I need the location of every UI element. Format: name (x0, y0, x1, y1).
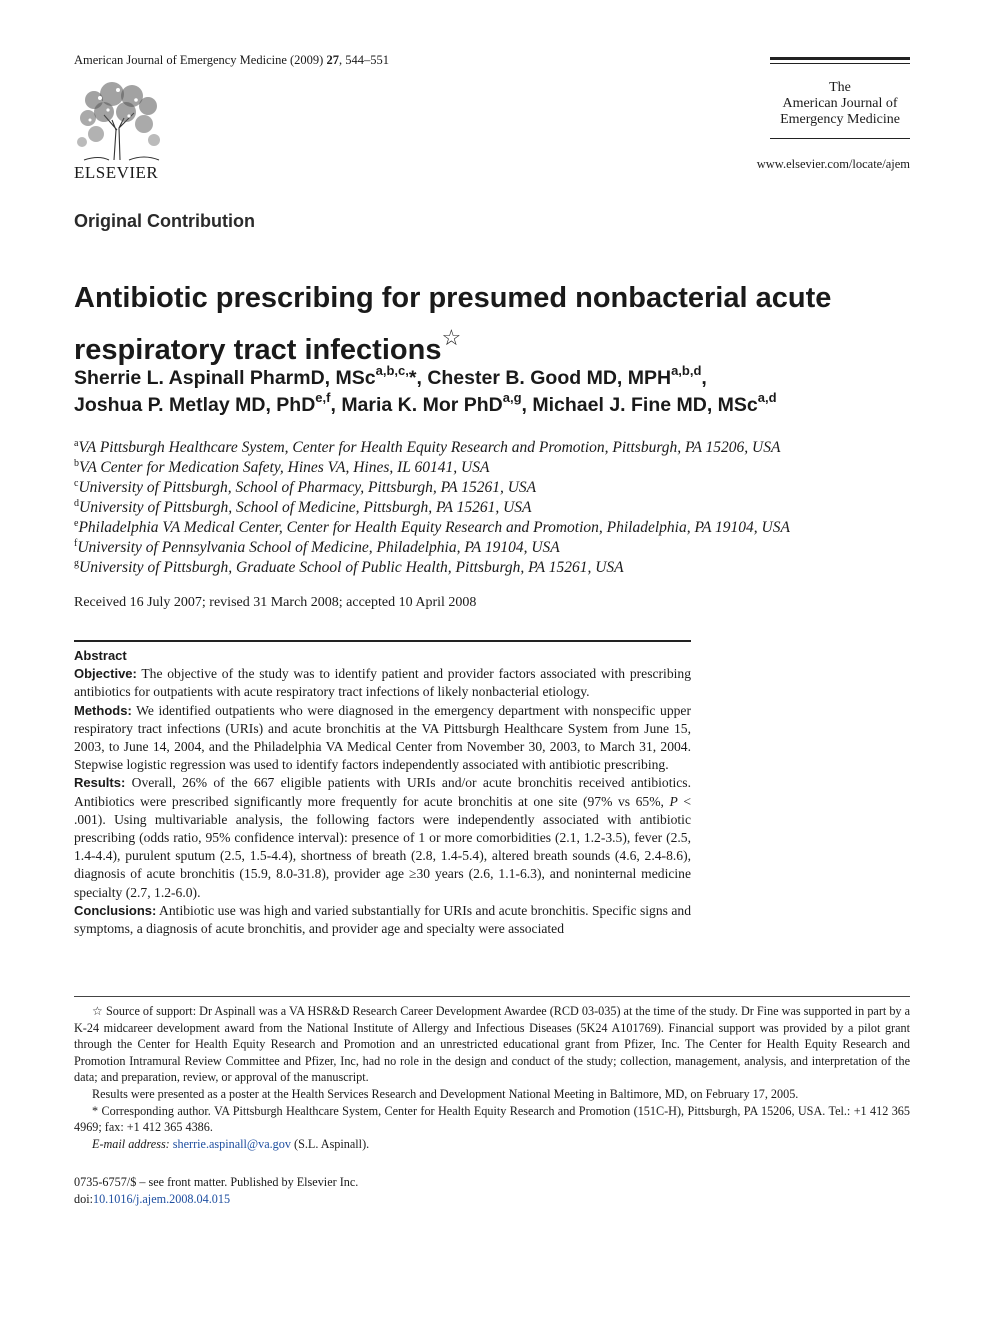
affiliation (74, 498, 904, 518)
author-name[interactable]: Chester B. Good MD, MPH (427, 367, 672, 389)
section-type: Original Contribution (74, 211, 255, 231)
journal-name-line: American Journal of (782, 96, 898, 111)
citation-journal: American Journal of Emergency Medicine (2009) (74, 53, 324, 67)
issn-line: 0735-6757/$ – see front matter. Published by Elsevier Inc. (74, 1175, 359, 1189)
journal-name-rule (770, 138, 910, 139)
footnote-presented: Results were presented as a poster at the Health Services Research and Development National Meeting in Baltimore, MD, on February 17, 2005. (92, 1086, 799, 1101)
methods-text: We identified outpatients who were diagnosed in the emergency department with nonspecific upper respiratory tract infections (URIs) and acute bronchitis at the VA Pittsburgh Healthcare System from June 15, 2003, to June 14, 2004, and the Philadelphia VA Medical Center from November 30, 2003, to March 31, 2004. Stepwise logistic regression was used to identify factors independently associated with antibiotic prescribing. (74, 702, 691, 773)
author-line (74, 365, 904, 392)
received-dates: Received 16 July 2007; revised 31 March 2008; accepted 10 April 2008 (74, 595, 477, 610)
affiliation-text: University of Pittsburgh, School of Pharmacy, Pittsburgh, PA 15261, USA (78, 479, 537, 496)
footnote-corresponding: * Corresponding author. VA Pittsburgh Healthcare System, Center for Health Equity Research and Promotion (151C-H), Pittsburgh, PA 15206, USA. Tel.: +1 412 365 4969; fax: +1 412 365 4386. (74, 1103, 910, 1135)
email-suffix: (S.L. Aspinall). (290, 1136, 370, 1151)
doi-label: doi: (74, 1192, 93, 1206)
footnote-star: ☆ (92, 1004, 103, 1018)
affiliation-text: VA Pittsburgh Healthcare System, Center for Health Equity Research and Promotion, Pittsburgh, PA 15206, USA (78, 439, 781, 456)
title-line (74, 318, 894, 370)
rule-thin (770, 63, 910, 64)
author-sep: , (701, 367, 707, 389)
affiliation-key: a (74, 438, 79, 449)
affiliation (74, 538, 904, 558)
footnotes (74, 1003, 910, 1152)
author-sep: , (330, 394, 342, 416)
conclusions-label: Conclusions: (74, 902, 157, 918)
abstract-heading-line (74, 647, 691, 665)
methods-label: Methods: (74, 702, 132, 718)
affiliation-list (74, 438, 904, 578)
objective-text: The objective of the study was to identify patient and provider factors associated with prescribing antibiotics for outpatients with acute respiratory tract infections of likely nonbacterial etiology. (74, 666, 691, 700)
affiliation (74, 558, 904, 578)
doi-link[interactable]: 10.1016/j.ajem.2008.04.015 (92, 1192, 231, 1206)
author-line (74, 392, 904, 419)
affiliation-text: University of Pittsburgh, School of Medicine, Pittsburgh, PA 15261, USA (79, 499, 532, 516)
abstract-methods (74, 702, 691, 775)
journal-name (770, 80, 910, 128)
author-name[interactable]: Joshua P. Metlay MD, PhD (74, 394, 316, 416)
journal-header-rules (770, 57, 910, 64)
email-label: E-mail address: (92, 1136, 170, 1151)
results-label: Results: (74, 775, 126, 791)
author-sep: , (521, 394, 533, 416)
citation-pages: , 544–551 (338, 53, 389, 67)
affiliation-key: f (74, 538, 78, 549)
title-line-text: respiratory tract infections (74, 334, 442, 366)
footnote-support-text: Source of support: Dr Aspinall was a VA HSR&D Research Career Development Awardee (RCD 03-035) at the time of the study. Dr Fine was supported in part by a K-24 midcareer development award from the National Institute of Allergy and Infectious Diseases (5K24 A101769). Financial support was provided by a pilot grant through the Center for Health Equity Research and Promotion and an unrestricted educational grant from Pfizer, Inc. The Center for Health Equity Research and Promotion Intramural Review Committee and Pfizer, Inc, had no role in the design and conduct of the study; collection, management, analysis, and interpretation of the data; and preparation, review, or approval of the manuscript. (74, 1004, 910, 1085)
abstract-rule (74, 640, 691, 642)
abstract-objective (74, 665, 691, 701)
author-name[interactable]: Maria K. Mor PhD (341, 394, 503, 416)
results-p-symbol: P (669, 793, 678, 809)
affiliation (74, 458, 904, 478)
affiliation-text: University of Pennsylvania School of Medicine, Philadelphia, PA 19104, USA (77, 539, 560, 556)
abstract-heading: Abstract (74, 648, 127, 663)
author-list (74, 365, 904, 419)
affiliation-key: c (74, 478, 79, 489)
author-name[interactable]: Sherrie L. Aspinall PharmD, MSc (74, 367, 376, 389)
author-affil-sup: a,b,c, (375, 363, 409, 378)
conclusions-text: Antibiotic use was high and varied substantially for URIs and acute bronchitis. Specific signs and symptoms, a diagnosis of acute bronchitis, and provider age and specialty were associated (74, 902, 691, 937)
rule-thick (770, 57, 910, 60)
affiliation-key: b (74, 458, 79, 469)
abstract (74, 647, 691, 938)
author-affil-sup: a,d (757, 390, 777, 405)
affiliation-text: University of Pittsburgh, Graduate School of Public Health, Pittsburgh, PA 15261, USA (79, 559, 624, 576)
footnote-email (74, 1136, 910, 1153)
footnote-rule (74, 996, 910, 997)
author-affil-sup: a,b,d (671, 363, 702, 378)
affiliation-key: g (74, 558, 79, 569)
author-affil-sup: e,f (315, 390, 331, 405)
affiliation (74, 518, 904, 538)
title-footnote-star[interactable]: ☆ (441, 325, 462, 350)
affiliation-key: e (74, 518, 79, 529)
citation-volume: 27 (326, 53, 339, 67)
footnote-support (74, 1003, 910, 1086)
title-line: Antibiotic prescribing for presumed nonbacterial acute (74, 282, 832, 314)
affiliation-text: Philadelphia VA Medical Center, Center for Health Equity Research and Promotion, Philadelphia, PA 19104, USA (78, 519, 790, 536)
objective-label: Objective: (74, 666, 137, 682)
abstract-conclusions (74, 902, 691, 938)
author-affil-sup: a,g (502, 390, 522, 405)
journal-citation (74, 53, 389, 68)
doi-line (74, 1191, 358, 1208)
affiliation (74, 478, 904, 498)
article-title (74, 279, 894, 370)
author-name[interactable]: Michael J. Fine MD, MSc (532, 394, 758, 416)
publisher-logo-text: ELSEVIER (74, 163, 159, 182)
affiliation-key: d (74, 498, 79, 509)
journal-name-line: The (829, 80, 851, 95)
results-text: Overall, 26% of the 667 eligible patients with URIs and/or acute bronchitis received antibiotics. Antibiotics were prescribed significantly more frequently for acute bronchitis at one site (97% vs 65%, (74, 775, 691, 809)
affiliation (74, 438, 904, 458)
journal-url-link[interactable]: www.elsevier.com/locate/ajem (756, 157, 910, 171)
journal-name-line: Emergency Medicine (780, 112, 900, 127)
results-text: < .001). Using multivariable analysis, the following factors were independently associated with antibiotic prescribing (odds ratio, 95% confidence interval): presence of 1 or more comorbidities (2.1, 1.2-3.5), fever (2.5, 1.4-4.4), purulent sputum (2.5, 1.5-4.4), shortness of breath (2.8, 1.4-5.4), altered breath sounds (4.6, 2.4-8.6), diagnosis of acute bronchitis (15.9, 8.0-31.8), provider age ≥30 years (2.6, 1.1-6.3), and noninternal medicine specialty (2.7, 1.2-6.0). (74, 793, 691, 900)
affiliation-text: VA Center for Medication Safety, Hines VA, Hines, IL 60141, USA (79, 459, 490, 476)
issn-block (74, 1174, 358, 1208)
abstract-results (74, 774, 691, 901)
author-sep: *, (408, 367, 428, 389)
email-link[interactable]: sherrie.aspinall@va.gov (172, 1136, 291, 1151)
